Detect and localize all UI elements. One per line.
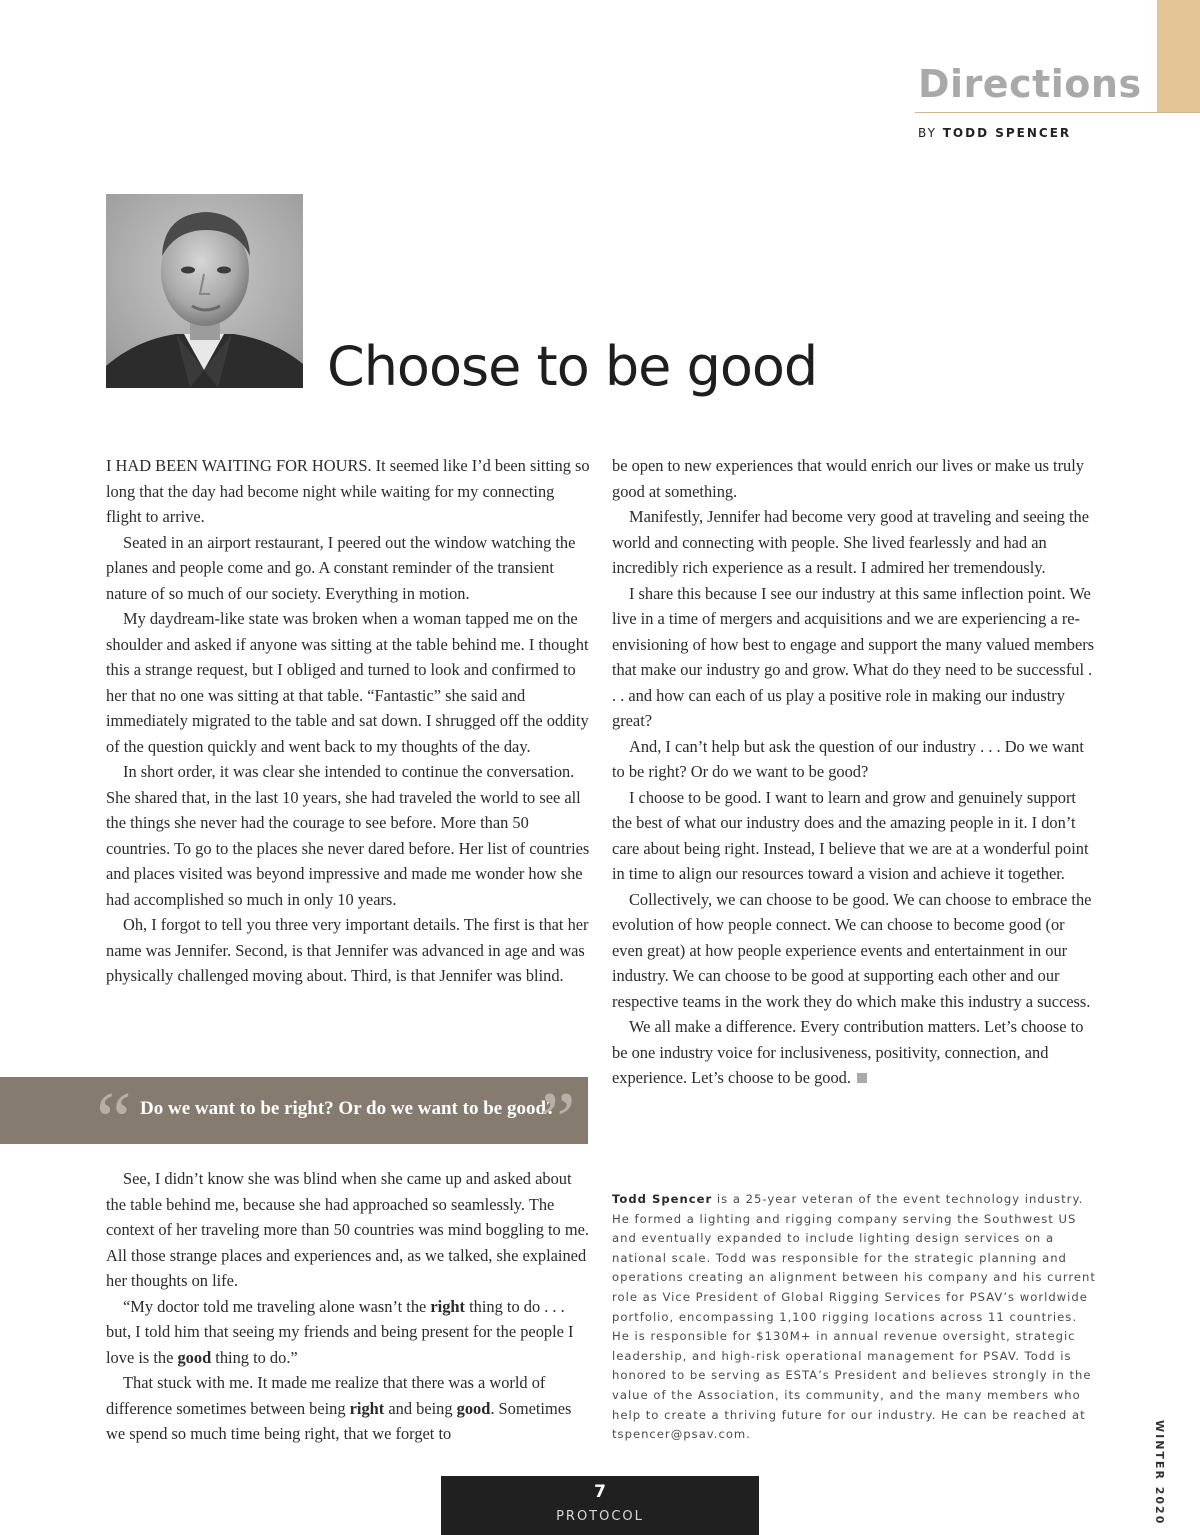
end-square-icon: [857, 1073, 867, 1083]
text-run: thing to do . . . but, I told him that seeing my friends and being present for the people I love is the: [106, 1296, 574, 1367]
paragraph: And, I can’t help but ask the question of our industry . . . Do we want to be right? Or do we want to be good?: [612, 736, 1084, 781]
paragraph: [612, 1014, 1098, 1091]
section-title: Directions: [918, 62, 1142, 106]
text-run: thing to do.”: [211, 1347, 298, 1367]
emphasis-right: right: [430, 1296, 466, 1316]
byline-author: TODD SPENCER: [942, 126, 1072, 140]
article-column-right: [612, 453, 1098, 1091]
paragraph: [106, 1370, 592, 1447]
paragraph: be open to new experiences that would enrich our lives or make us truly good at something.: [612, 456, 1084, 501]
text-run: That stuck with me. It made me realize that there was a world of difference sometimes between being: [106, 1373, 546, 1418]
issue-text: WINTER 2020: [1153, 1420, 1166, 1526]
emphasis-good: good: [177, 1347, 212, 1367]
author-portrait: [106, 194, 303, 388]
paragraph: My daydream-like state was broken when a woman tapped me on the shoulder and asked if anyone was sitting at the table behind me. I thought this a strange request, but I obliged and turned to look and confirmed to her that no one was sitting at that table. “Fantastic” she said and immediately migrated to the table and sat down. I shrugged off the oddity of the question quickly and went back to my thoughts of the day.: [106, 609, 589, 756]
page-number: 7: [594, 1482, 606, 1502]
byline-prefix: BY: [918, 126, 937, 140]
text-run: . Sometimes we spend so much time being right, that we forget to: [106, 1398, 572, 1443]
text-run: We all make a difference. Every contribution matters. Let’s choose to be one industry voice for inclusiveness, positivity, connection, and experience. Let’s choose to be good.: [612, 1017, 1084, 1087]
emphasis-good: good: [456, 1398, 491, 1418]
header-accent-tab: [1157, 0, 1200, 113]
paragraph: See, I didn’t know she was blind when she came up and asked about the table behind me, because she had approached so seamlessly. The context of her traveling more than 50 countries was mind boggling to me. All those strange places and experiences and, as we talked, she explained her thoughts on life.: [106, 1169, 589, 1290]
paragraph: Collectively, we can choose to be good. We can choose to embrace the evolution of how people connect. We can choose to become good (or even great) at how people experience events and entertainment in our industry. We can choose to be good at supporting each other and our respective teams in the work they do which make this industry a success.: [612, 889, 1092, 1011]
paragraph: I choose to be good. I want to learn and grow and genuinely support the best of what our industry does and the amazing people in it. I don’t care about being right. Instead, I believe that we are at a wonderful point in time to align our resources toward a vision and achieve it together.: [612, 787, 1089, 883]
pull-quote-text: Do we want to be right? Or do we want to be good?: [140, 1098, 556, 1119]
author-bio: [612, 1190, 1098, 1445]
header-rule: [915, 112, 1200, 113]
pull-quote: [0, 1077, 588, 1165]
emphasis-right: right: [349, 1398, 385, 1418]
bio-name: Todd Spencer: [612, 1192, 713, 1206]
paragraph: I HAD BEEN WAITING FOR HOURS. It seemed like I’d been sitting so long that the day had become night while waiting for my connecting flight to arrive.: [106, 456, 590, 526]
paragraph: In short order, it was clear she intended to continue the conversation. She shared that, in the last 10 years, she had traveled the world to see all the things she never had the courage to see before. More than 50 countries. To go to the places she never dared before. Her list of countries and places visited was beyond impressive and made me wonder how she had accomplished so much in only 10 years.: [106, 762, 590, 909]
byline: [918, 126, 1071, 140]
open-quote-icon: “: [96, 1077, 132, 1165]
paragraph: [106, 1294, 592, 1371]
issue-label: [1142, 1420, 1172, 1526]
paragraph: Manifestly, Jennifer had become very good at traveling and seeing the world and connecting with people. She lived fearlessly and had an incredibly rich experience as a result. I admired her tremendously.: [612, 507, 1089, 577]
article-column-left-bottom: [106, 1166, 592, 1447]
close-quote-icon: ”: [540, 1077, 576, 1165]
footer-box: [441, 1476, 759, 1535]
article-column-left-top: [106, 453, 592, 989]
magazine-name: PROTOCOL: [556, 1509, 644, 1524]
bio-text: is a 25-year veteran of the event technology industry. He formed a lighting and rigging company serving the Southwest US and eventually expanded to include lighting design services on a national scale. Todd was responsible for the strategic planning and operations creating an alignment between his company and his current role as Vice President of Global Rigging Services for PSAV’s worldwide portfolio, encompassing 1,100 rigging locations across 11 countries. He is responsible for $130M+ in annual revenue oversight, strategic leadership, and high-risk operational management for PSAV. Todd is honored to be serving as ESTA’s President and believes strongly in the value of the Association, its community, and the many members who help to create a thriving future for our industry. He can be reached at tspencer@psav.com.: [612, 1192, 1096, 1442]
text-run: and being: [384, 1398, 457, 1418]
article-headline: Choose to be good: [327, 335, 818, 398]
text-run: “My doctor told me traveling alone wasn’t the: [123, 1296, 431, 1316]
paragraph: Oh, I forgot to tell you three very important details. The first is that her name was Jennifer. Second, is that Jennifer was advanced in age and was physically challenged moving about. Third, is that Jennifer was blind.: [106, 915, 589, 985]
paragraph: Seated in an airport restaurant, I peered out the window watching the planes and people come and go. A constant reminder of the transient nature of so much of our society. Everything in motion.: [106, 532, 576, 603]
paragraph: I share this because I see our industry at this same inflection point. We live in a time of mergers and acquisitions and we are experiencing a re-envisioning of how best to engage and support the many valued members that make our industry go and grow. What do they need to be successful . . . and how can each of us play a positive role in making our industry great?: [612, 583, 1095, 730]
